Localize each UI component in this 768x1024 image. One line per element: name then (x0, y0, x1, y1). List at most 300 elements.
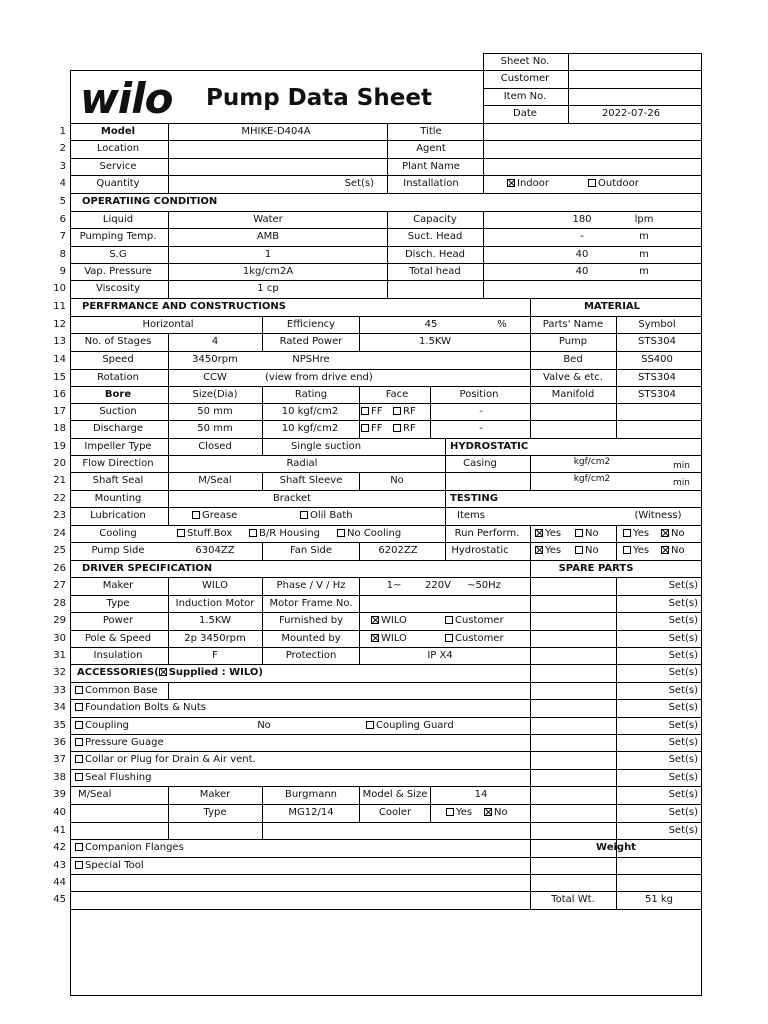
field-text: 220V (425, 580, 451, 591)
discharge-ff-checkbox[interactable] (361, 423, 383, 435)
companion-flanges-checkbox[interactable] (75, 842, 184, 854)
checkbox-unchecked[interactable] (75, 703, 83, 711)
field-text: m (639, 231, 649, 242)
field-text: Bed (563, 354, 583, 365)
spare-unit: Set(s) (668, 771, 698, 783)
checkbox-unchecked[interactable] (75, 843, 83, 851)
field-text: Quantity (96, 178, 140, 189)
checkbox-label: Coupling Guard (376, 719, 454, 731)
checkbox-unchecked[interactable] (623, 546, 631, 554)
pressure-gauge-checkbox[interactable] (75, 737, 164, 749)
section-heading: SPARE PARTS (558, 562, 634, 574)
row-number: 35 (53, 719, 66, 731)
grid-line (70, 507, 702, 508)
grid-line (70, 351, 702, 352)
field-text: Viscosity (95, 283, 141, 294)
checkbox-label: B/R Housing (259, 527, 321, 539)
grid-line (70, 369, 702, 370)
grid-line (568, 53, 569, 123)
mounted-customer-checkbox[interactable] (445, 633, 504, 645)
checkbox-checked[interactable] (535, 529, 543, 537)
grid-line (70, 158, 702, 159)
field-text: Mounting (94, 492, 142, 504)
checkbox-unchecked[interactable] (75, 686, 83, 694)
row-number: 12 (53, 318, 66, 330)
row-number: 24 (53, 527, 66, 539)
field-text: Cooling (99, 527, 137, 539)
grid-line (530, 455, 531, 490)
grid-line (70, 769, 702, 770)
checkbox-unchecked[interactable] (446, 808, 454, 816)
row-number: 32 (53, 667, 66, 678)
row-number: 37 (53, 754, 66, 765)
cooler-yes-checkbox[interactable] (446, 807, 472, 819)
field-text: Type (203, 807, 227, 818)
field-text: Agent (416, 143, 446, 154)
field-text: Mounted by (281, 632, 341, 644)
field-text: Position (459, 388, 499, 400)
row-number: 38 (53, 771, 66, 783)
field-text: - (580, 231, 584, 242)
grid-line (262, 472, 263, 490)
field-text: Rating (294, 388, 328, 400)
grid-line (70, 734, 702, 735)
field-text: Total Wt. (551, 894, 595, 905)
grid-line (70, 612, 702, 613)
checkbox-checked[interactable] (661, 529, 669, 537)
row-number: 33 (53, 684, 66, 696)
checkbox-unchecked[interactable] (575, 546, 583, 554)
spare-unit: Set(s) (668, 615, 698, 626)
field-text: Rotation (97, 371, 139, 383)
row-number: 23 (53, 510, 66, 521)
row-number: 43 (53, 859, 66, 871)
field-text: Vap. Pressure (84, 265, 152, 277)
field-text: Hydrostatic (451, 545, 509, 556)
checkbox-label: No (671, 527, 685, 539)
spare-unit: Set(s) (668, 649, 698, 661)
grid-line (70, 316, 702, 317)
field-text: S.G (109, 248, 127, 260)
field-text: CCW (203, 371, 227, 383)
field-text: Face (385, 388, 409, 400)
indoor-checkbox[interactable] (507, 178, 549, 190)
field-text: Rated Power (279, 336, 343, 347)
field-text: Plant Name (402, 160, 460, 172)
checkbox-unchecked[interactable] (249, 529, 257, 537)
field-text: Efficiency (286, 318, 336, 330)
spare-unit: Set(s) (668, 580, 698, 591)
coupling-checkbox[interactable] (75, 720, 129, 732)
total-weight-value: 51 kg (644, 894, 674, 905)
spare-unit: Set(s) (668, 789, 698, 800)
field-text: Parts' Name (542, 318, 604, 330)
field-text: - (479, 405, 483, 417)
grid-line (168, 123, 169, 193)
spare-unit: Set(s) (668, 824, 698, 836)
grease-checkbox[interactable] (192, 510, 237, 522)
grid-line (70, 577, 702, 578)
checkbox-label: No Cooling (347, 527, 402, 539)
checkbox-label: No (494, 807, 508, 818)
field-text: 1 cp (257, 283, 279, 294)
field-text: lpm (634, 213, 654, 225)
spare-unit: Set(s) (668, 702, 698, 713)
spare-unit: Set(s) (668, 736, 698, 748)
field-text: 4 (211, 336, 219, 347)
checkbox-unchecked[interactable] (75, 773, 83, 781)
collar-plug-checkbox[interactable] (75, 754, 256, 766)
field-text: (Witness) (634, 510, 682, 521)
row-number: 1 (59, 125, 66, 137)
row-number: 9 (59, 265, 66, 277)
grid-line (70, 298, 702, 299)
field-text: Title (420, 125, 442, 137)
cooler-no-checkbox[interactable] (484, 807, 508, 819)
row-number: 29 (53, 615, 66, 626)
suction-ff-checkbox[interactable] (361, 406, 383, 418)
grid-line (70, 909, 702, 910)
field-text: Liquid (102, 213, 134, 225)
grid-line (70, 560, 702, 561)
field-text: Model & Size (362, 789, 428, 800)
grid-line (168, 211, 169, 298)
field-text: Burgmann (284, 789, 338, 800)
no-cooling-checkbox[interactable] (337, 528, 401, 540)
field-text: % (497, 318, 507, 330)
field-text: Type (106, 597, 130, 609)
grid-line (70, 891, 702, 892)
field-text: 40 (575, 265, 589, 277)
field-text: 10 kgf/cm2 (281, 405, 339, 417)
checkbox-label: Coupling (85, 719, 130, 731)
grid-line (70, 751, 702, 752)
checkbox-label: Companion Flanges (85, 842, 184, 853)
spare-unit: Set(s) (668, 597, 698, 609)
field-text: 6202ZZ (378, 545, 418, 556)
grid-line (70, 123, 702, 124)
grid-line (359, 542, 360, 560)
grid-line (70, 647, 702, 648)
checkbox-unchecked[interactable] (445, 634, 453, 642)
grid-line (70, 525, 702, 526)
grid-line (483, 211, 484, 298)
row-number: 19 (53, 440, 66, 452)
field-text: Items (457, 510, 485, 521)
grid-line (616, 577, 617, 909)
section-heading: DRIVER SPECIFICATION (82, 562, 213, 574)
field-text: Set(s) (344, 178, 374, 189)
field-text: Fan Side (289, 545, 333, 556)
field-text: STS304 (638, 336, 676, 347)
hydro-no-checkbox[interactable] (575, 545, 599, 557)
run-witness-no-checkbox[interactable] (661, 528, 685, 540)
row-number: 18 (53, 423, 66, 434)
grid-line (70, 333, 702, 334)
checkbox-unchecked[interactable] (393, 424, 401, 432)
field-text: - (479, 423, 483, 434)
section-heading: TESTING (450, 492, 498, 504)
field-text: 6304ZZ (195, 545, 235, 556)
row-number: 5 (59, 196, 66, 207)
grid-line (262, 316, 263, 351)
checkbox-unchecked[interactable] (300, 511, 308, 519)
checkbox-label: Indoor (517, 178, 549, 189)
checkbox-unchecked[interactable] (588, 179, 596, 187)
field-text: Furnished by (278, 615, 344, 626)
grid-line (70, 874, 702, 875)
field-text: Pole & Speed (84, 632, 152, 644)
checkbox-label: Special Tool (85, 859, 144, 871)
checkbox-checked[interactable] (661, 546, 669, 554)
checkbox-unchecked[interactable] (337, 529, 345, 537)
row-number: 15 (53, 371, 66, 383)
checkbox-label: Yes (545, 545, 562, 556)
checkbox-label: FF (371, 405, 383, 417)
grid-line (70, 699, 702, 700)
grid-line (359, 316, 360, 351)
row-number: 27 (53, 580, 66, 591)
row-number: 25 (53, 545, 66, 556)
checkbox-unchecked[interactable] (361, 407, 369, 415)
spare-unit: Set(s) (668, 632, 698, 644)
grid-line (70, 682, 702, 683)
hydro-witness-yes-checkbox[interactable] (623, 545, 649, 557)
grid-line (483, 70, 702, 71)
row-number: 30 (53, 632, 66, 644)
checkbox-label: Customer (455, 615, 504, 626)
row-number: 31 (53, 649, 66, 661)
field-text: Maker (102, 580, 134, 591)
field-text: 50 mm (197, 405, 233, 417)
row-number: 45 (53, 894, 66, 905)
checkbox-unchecked[interactable] (75, 738, 83, 746)
supplied-label: Supplied : WILO) (168, 667, 263, 678)
field-text: STS304 (638, 388, 676, 400)
checkbox-label: Common Base (85, 684, 158, 696)
outdoor-checkbox[interactable] (588, 178, 639, 190)
checkbox-checked[interactable] (535, 546, 543, 554)
checkbox-unchecked[interactable] (75, 755, 83, 763)
grid-line (70, 822, 702, 823)
field-text: Motor Frame No. (269, 597, 353, 609)
date-value: 2022-07-26 (601, 108, 661, 119)
row-number: 7 (59, 231, 66, 242)
spare-unit: Set(s) (668, 719, 698, 731)
row-number: 20 (53, 457, 66, 469)
checkbox-label: Foundation Bolts & Nuts (85, 702, 206, 713)
field-text: kgf/cm2 (573, 474, 611, 484)
field-text: 1 (264, 248, 272, 260)
field-text: Total head (409, 265, 461, 277)
accessories-label: ACCESSORIES( (77, 667, 159, 678)
grid-line (530, 560, 531, 909)
mounted-wilo-checkbox[interactable] (371, 633, 407, 645)
grid-line (70, 542, 702, 543)
checkbox-checked[interactable] (371, 634, 379, 642)
br-housing-checkbox[interactable] (249, 528, 320, 540)
grid-line (70, 280, 702, 281)
checkbox-unchecked[interactable] (361, 424, 369, 432)
field-text: Water (253, 213, 283, 225)
hydro-witness-no-checkbox[interactable] (661, 545, 685, 557)
special-tool-checkbox[interactable] (75, 860, 144, 872)
grid-line (387, 123, 388, 193)
grid-line (359, 472, 360, 490)
field-text: Casing (463, 457, 497, 469)
spare-unit: Set(s) (668, 754, 698, 765)
checkbox-unchecked[interactable] (393, 407, 401, 415)
grid-line (616, 316, 617, 438)
coupling-guard-checkbox[interactable] (366, 720, 454, 732)
grid-line (70, 246, 702, 247)
row-number: 6 (59, 213, 66, 225)
supplied-checkbox[interactable] (159, 668, 167, 676)
row-number: 14 (53, 354, 66, 365)
checkbox-checked[interactable] (371, 616, 379, 624)
field-text: No. of Stages (84, 336, 152, 347)
checkbox-unchecked[interactable] (75, 861, 83, 869)
field-text: Suct. Head (407, 231, 463, 242)
checkbox-label: Yes (545, 527, 562, 539)
row-number: 4 (59, 178, 66, 189)
field-text: 1kg/cm2A (242, 265, 294, 277)
run-yes-checkbox[interactable] (535, 528, 561, 540)
field-text: WILO (202, 580, 228, 591)
field-text: Impeller Type (84, 440, 152, 452)
header-label: Date (513, 108, 537, 119)
field-text: SS400 (641, 354, 673, 365)
grid-line (70, 717, 702, 718)
checkbox-unchecked[interactable] (623, 529, 631, 537)
grid-line (70, 664, 702, 665)
field-text: IP X4 (427, 649, 453, 661)
field-text: No (390, 475, 404, 486)
checkbox-label: WILO (381, 615, 407, 626)
run-witness-yes-checkbox[interactable] (623, 528, 649, 540)
row-number: 39 (53, 789, 66, 800)
foundation-checkbox[interactable] (75, 702, 206, 714)
field-text: Model (100, 125, 136, 137)
field-text: 10 kgf/cm2 (281, 423, 339, 434)
row-number: 44 (53, 876, 66, 888)
checkbox-unchecked[interactable] (575, 529, 583, 537)
checkbox-checked[interactable] (484, 808, 492, 816)
grid-line (262, 577, 263, 664)
row-number: 41 (53, 824, 66, 836)
discharge-rf-checkbox[interactable] (393, 423, 416, 435)
grid-line (262, 542, 263, 560)
grid-line (262, 786, 263, 839)
checkbox-unchecked[interactable] (192, 511, 200, 519)
field-text: NPSHre (292, 354, 330, 365)
row-number: 2 (59, 143, 66, 154)
grid-line (70, 193, 702, 194)
grid-line (70, 211, 702, 212)
grid-line (70, 438, 702, 439)
field-text: M/Seal (78, 789, 112, 800)
field-text: Pump Side (91, 545, 145, 556)
seal-flushing-checkbox[interactable] (75, 772, 151, 784)
field-text: Capacity (413, 213, 457, 225)
field-text: Installation (403, 178, 459, 189)
field-text: Closed (198, 440, 232, 452)
grid-line (70, 857, 702, 858)
checkbox-label: Pressure Guage (85, 736, 164, 748)
section-heading: OPERATIING CONDITION (82, 196, 218, 207)
wilo-logo: wilo (80, 74, 173, 123)
field-text: 3450rpm (192, 354, 238, 365)
field-text: Lubrication (90, 510, 146, 521)
checkbox-label: Outdoor (598, 178, 639, 189)
checkbox-label: Yes (633, 545, 650, 556)
run-no-checkbox[interactable] (575, 528, 599, 540)
field-text: Power (102, 615, 134, 626)
field-text: Discharge (92, 423, 144, 434)
grid-line (168, 333, 169, 386)
field-text: Flow Direction (82, 457, 154, 469)
checkbox-label: Yes (456, 807, 473, 818)
header-label: Customer (500, 73, 550, 84)
checkbox-checked[interactable] (507, 179, 515, 187)
furnished-customer-checkbox[interactable] (445, 615, 504, 627)
checkbox-label: No (671, 545, 685, 556)
field-text: Suction (99, 405, 137, 417)
furnished-wilo-checkbox[interactable] (371, 615, 407, 627)
checkbox-unchecked[interactable] (366, 721, 374, 729)
grid-line (445, 438, 446, 560)
common-base-checkbox[interactable] (75, 685, 158, 697)
field-text: Run Perform. (454, 527, 520, 539)
grid-line (70, 786, 702, 787)
checkbox-unchecked[interactable] (177, 529, 185, 537)
grid-line (530, 525, 531, 560)
page-title: Pump Data Sheet (206, 85, 432, 111)
row-number: 36 (53, 736, 66, 748)
grid-line (262, 438, 263, 455)
stuffing-box-checkbox[interactable] (177, 528, 232, 540)
checkbox-label: Olil Bath (310, 510, 353, 521)
grid-line (483, 105, 702, 106)
field-text: min (673, 460, 690, 471)
suction-rf-checkbox[interactable] (393, 406, 416, 418)
field-text: No (257, 719, 271, 731)
field-text: Disch. Head (404, 248, 466, 260)
spare-unit: Set(s) (668, 807, 698, 818)
checkbox-label: RF (403, 423, 416, 434)
grid-line (168, 577, 169, 664)
field-text: Radial (286, 457, 318, 469)
checkbox-label: FF (371, 423, 383, 434)
header-label: Sheet No. (500, 56, 550, 67)
grid-line (530, 298, 531, 438)
grid-line (70, 175, 702, 176)
field-text: kgf/cm2 (573, 456, 611, 467)
checkbox-unchecked[interactable] (445, 616, 453, 624)
field-text: Insulation (93, 649, 143, 661)
field-text: MG12/14 (288, 807, 334, 818)
oil-bath-checkbox[interactable] (300, 510, 353, 522)
grid-line (483, 123, 484, 193)
checkbox-unchecked[interactable] (75, 721, 83, 729)
field-text: min (673, 478, 690, 488)
field-text: Cooler (378, 807, 412, 818)
row-number: 34 (53, 702, 66, 713)
grid-line (70, 386, 702, 387)
grid-line (70, 403, 702, 404)
field-text: Shaft Sleeve (279, 475, 343, 486)
hydro-yes-checkbox[interactable] (535, 545, 561, 557)
